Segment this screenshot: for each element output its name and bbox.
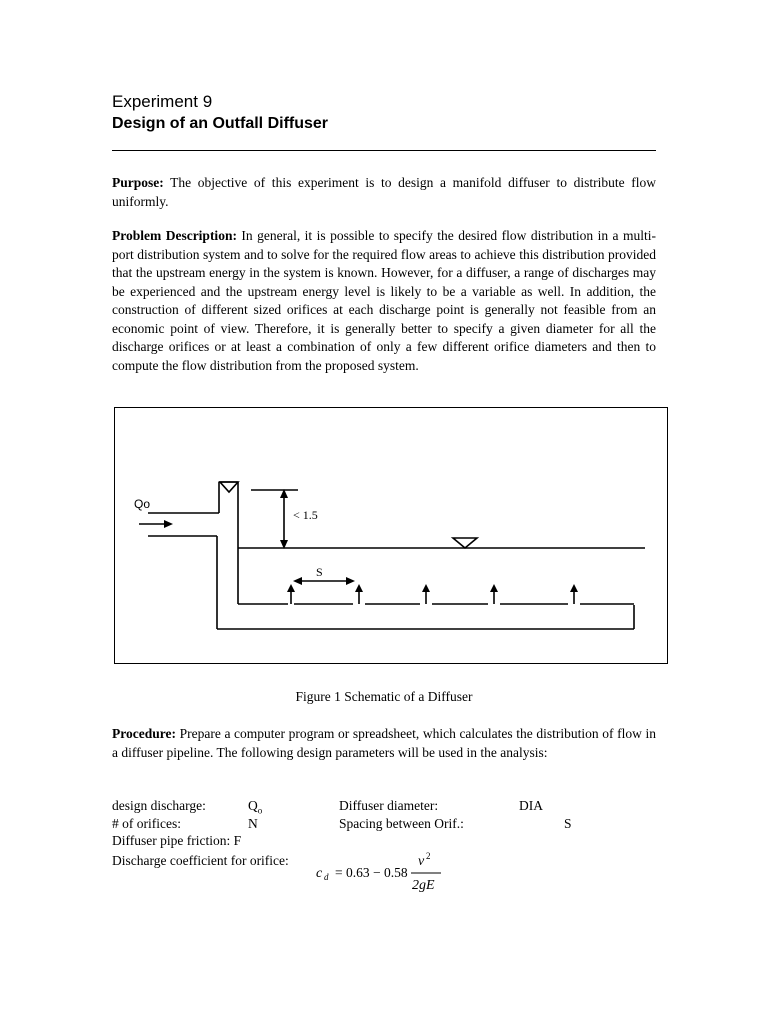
parameter-row — [112, 797, 672, 815]
arrowhead — [293, 577, 302, 585]
discharge-coefficient-formula — [315, 850, 455, 894]
problem-description-paragraph — [112, 227, 656, 375]
head-label: < 1.5 — [293, 508, 318, 522]
purpose-label: Purpose: — [112, 175, 164, 190]
procedure-paragraph — [112, 725, 656, 762]
inflow-label: Qo — [134, 497, 151, 511]
diffuser-diameter-label: Diffuser diameter: — [339, 798, 439, 813]
design-discharge-symbol: $Q_o$ — [248, 798, 263, 816]
water-level-marker — [453, 538, 477, 548]
experiment-number: Experiment 9 — [112, 92, 213, 111]
discharge-coefficient-label: Discharge coefficient for orifice: — [112, 853, 289, 868]
formula-numerator: v — [418, 854, 425, 869]
orifices-symbol: N — [248, 815, 258, 831]
formula-denominator: 2gE — [412, 878, 435, 893]
diffuser-schematic — [115, 408, 669, 665]
design-parameters — [112, 797, 672, 850]
purpose-paragraph — [112, 174, 656, 211]
heading-block — [112, 92, 328, 134]
header-divider — [112, 150, 656, 151]
orifices-label: # of orifices: — [112, 815, 181, 831]
design-discharge-label: design discharge: — [112, 798, 206, 813]
problem-description-label: Problem Description: — [112, 228, 237, 243]
parameter-row — [112, 815, 672, 833]
procedure-text: Prepare a computer program or spreadsheet, which calculates the distribution of flow in a diffuser pipeline. The following design parameters will be used in the analysis: — [112, 726, 656, 760]
formula-lhs: c — [316, 866, 323, 881]
friction-symbol: F — [233, 833, 242, 848]
arrowhead — [570, 584, 578, 592]
experiment-title: Design of an Outfall Diffuser — [112, 115, 329, 132]
spacing-label: S — [316, 565, 323, 579]
spacing-label: Spacing between Orif.: — [339, 815, 464, 831]
purpose-text: The objective of this experiment is to design a manifold diffuser to distribute flow uniformly. — [112, 175, 656, 209]
formula-lhs-subscript: d — [324, 872, 329, 882]
riser-water-level-marker — [220, 482, 238, 492]
formula-numerator-superscript: 2 — [426, 851, 431, 861]
arrowhead — [164, 520, 173, 528]
problem-description-text: In general, it is possible to specify the desired flow distribution in a multi-port distribution system and to solve for the required flow areas to achieve this distribution provided that the upstream energy in the system is known. However, for a diffuser, a range of discharges may be experienced and the upstream energy level is likely to be a variable as well. In addition, the construction of different sized orifices at each discharge point is generally not feasible from an economic point of view. Therefore, it is generally better to specify a given diameter for all the discharge orifices or at least a combination of only a few different orifice diameters and then to compute the flow distribution from the proposed system. — [112, 228, 656, 373]
arrowhead — [355, 584, 363, 592]
parameter-row — [112, 832, 672, 850]
procedure-label: Procedure: — [112, 726, 176, 741]
figure-caption: Figure 1 Schematic of a Diffuser — [295, 689, 473, 704]
arrowhead — [287, 584, 295, 592]
arrowhead — [346, 577, 355, 585]
formula-rhs: = 0.63 − 0.58 — [335, 865, 408, 880]
spacing-symbol: S — [564, 815, 572, 831]
diffuser-schematic-figure — [114, 407, 668, 664]
friction-label: Diffuser pipe friction: F — [112, 833, 242, 848]
arrowhead — [490, 584, 498, 592]
diffuser-diameter-symbol: DIA — [519, 798, 543, 813]
arrowhead — [422, 584, 430, 592]
